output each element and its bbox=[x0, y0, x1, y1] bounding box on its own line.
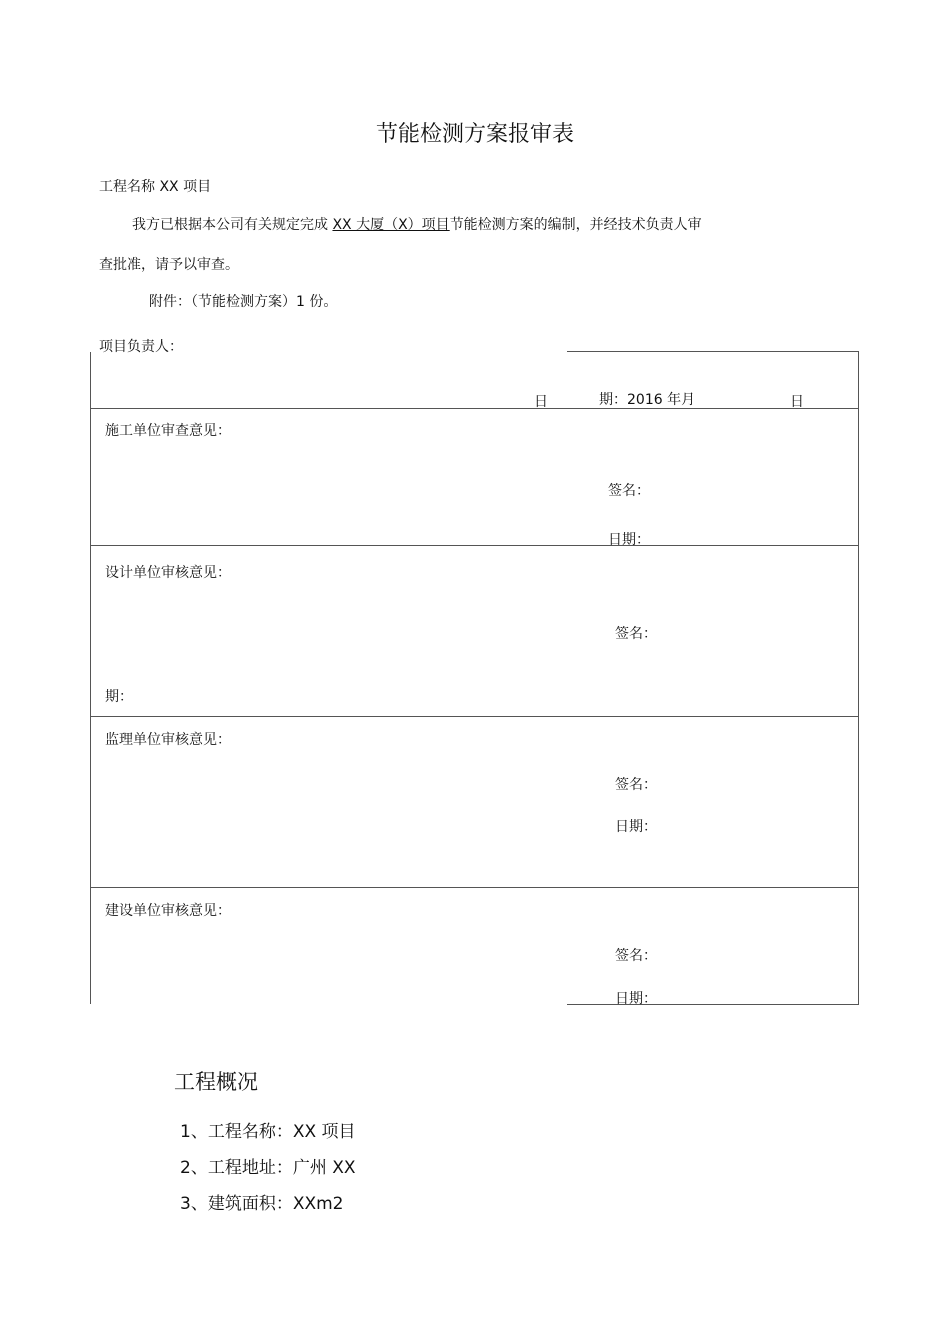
supervision-date-label: 日期： bbox=[615, 819, 657, 835]
intro-paragraph-line2: 查批准，请予以审查。 bbox=[99, 257, 239, 273]
leader-date-value: 期：2016 年月 bbox=[599, 392, 696, 408]
design-sign-label: 签名： bbox=[615, 626, 657, 642]
owner-sign-label: 签名： bbox=[615, 948, 657, 964]
table-top-border bbox=[567, 351, 859, 352]
table-right-border bbox=[858, 351, 859, 1005]
intro-paragraph-line1 bbox=[132, 214, 702, 234]
intro-project-underlined: XX 大厦（X）项目 bbox=[332, 217, 450, 233]
supervision-sign-label: 签名： bbox=[615, 777, 657, 793]
table-left-border bbox=[90, 352, 91, 1004]
overview-item-area: 3、建筑面积：XXm2 bbox=[180, 1194, 344, 1214]
construction-review-heading: 施工单位审查意见： bbox=[105, 423, 231, 439]
design-date-label: 期： bbox=[105, 689, 133, 705]
row-divider-1 bbox=[90, 408, 859, 409]
attachment-line: 附件：（节能检测方案）1 份。 bbox=[149, 294, 338, 310]
leader-date-day: 日 bbox=[790, 394, 804, 410]
design-review-heading: 设计单位审核意见： bbox=[105, 565, 231, 581]
page-title: 节能检测方案报审表 bbox=[375, 122, 574, 147]
row-divider-4 bbox=[90, 887, 859, 888]
project-name-line: 工程名称 XX 项目 bbox=[99, 179, 212, 195]
overview-item-name: 1、工程名称：XX 项目 bbox=[180, 1122, 356, 1142]
leader-date-ri: 日 bbox=[534, 394, 548, 410]
supervision-review-heading: 监理单位审核意见： bbox=[105, 732, 231, 748]
overview-heading: 工程概况 bbox=[174, 1070, 258, 1094]
owner-date-label: 日期： bbox=[615, 991, 657, 1007]
table-bottom-border bbox=[567, 1004, 859, 1005]
project-leader-label: 项目负责人： bbox=[99, 339, 183, 355]
construction-date-label: 日期： bbox=[608, 532, 650, 548]
overview-item-address: 2、工程地址：广州 XX bbox=[180, 1158, 356, 1178]
intro-text-part1: 我方已根据本公司有关规定完成 bbox=[132, 217, 333, 233]
owner-review-heading: 建设单位审核意见： bbox=[105, 903, 231, 919]
row-divider-3 bbox=[90, 716, 859, 717]
intro-text-part2: 节能检测方案的编制，并经技术负责人审 bbox=[449, 217, 702, 233]
construction-sign-label: 签名： bbox=[608, 483, 650, 499]
row-divider-2 bbox=[90, 545, 859, 546]
